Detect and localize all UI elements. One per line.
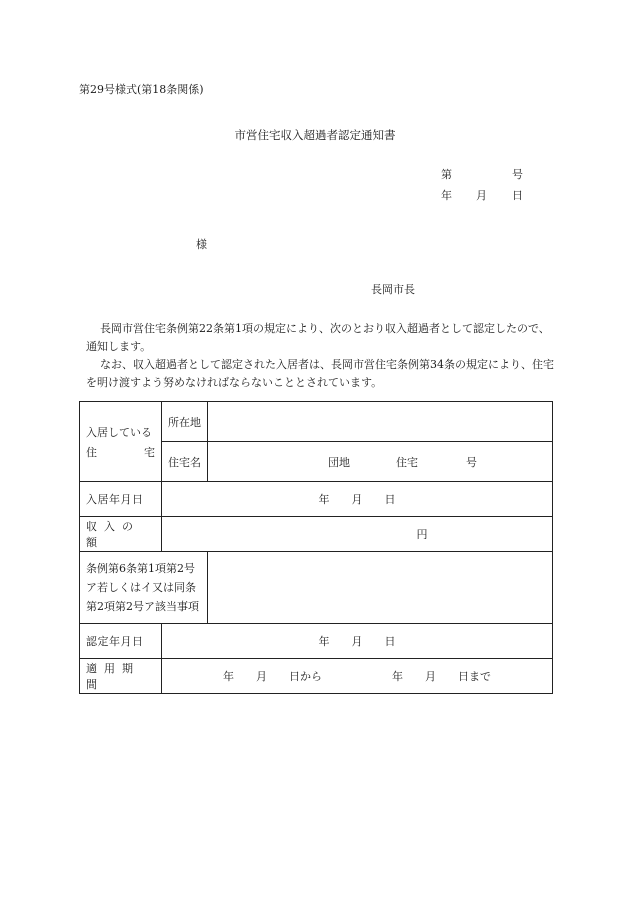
body-paragraph-2: なお、収入超過者として認定された入居者は、長岡市営住宅条例第34条の規定により、住宅を明け渡すよう努めなければならないこととされています。	[86, 358, 554, 389]
info-table	[79, 401, 553, 694]
sender-name: 長岡市長	[371, 283, 415, 296]
clause-value[interactable]	[208, 552, 553, 624]
period-from-month: 月	[256, 670, 267, 683]
date-day: 日	[512, 189, 523, 202]
residence-label-ju: 住	[86, 445, 97, 459]
residence-label-line1: 入居している	[86, 425, 152, 439]
cert-year: 年	[318, 635, 330, 648]
period-to-day: 日まで	[458, 670, 491, 683]
doc-number-go: 号	[512, 168, 523, 181]
move-in-date-value[interactable]	[162, 482, 553, 517]
income-value[interactable]	[162, 517, 553, 552]
recipient-honorific: 様	[196, 238, 207, 251]
table-row	[80, 482, 553, 517]
clause-label-line3: 第2項第2号ア該当事項	[86, 600, 199, 613]
income-label: 収入の額	[80, 517, 162, 552]
housing-name-value[interactable]	[208, 442, 553, 482]
clause-label-line2: ア若しくはイ又は同条	[86, 581, 196, 594]
table-row	[80, 624, 553, 659]
doc-number-dai: 第	[441, 168, 452, 181]
body-paragraph-1: 長岡市営住宅条例第22条第1項の規定により、次のとおり収入超過者として認定したので、通知します。	[86, 322, 550, 353]
period-from-year: 年	[223, 670, 234, 683]
table-row	[80, 402, 553, 442]
clause-label-line1: 条例第6条第1項第2号	[86, 562, 195, 575]
location-label: 所在地	[162, 402, 208, 442]
housing-danchi: 団地	[328, 455, 350, 469]
period-from-day: 日から	[289, 670, 322, 683]
housing-go: 号	[466, 455, 477, 469]
cert-month: 月	[351, 635, 363, 648]
period-label: 適用期間	[80, 659, 162, 694]
income-unit: 円	[416, 528, 428, 541]
date-year: 年	[441, 189, 452, 202]
date-month: 月	[476, 189, 487, 202]
residence-label	[80, 402, 162, 482]
move-in-date-label: 入居年月日	[80, 482, 162, 517]
move-in-year: 年	[318, 493, 330, 506]
certification-date-label: 認定年月日	[80, 624, 162, 659]
location-value[interactable]	[208, 402, 553, 442]
clause-label	[80, 552, 208, 624]
housing-jutaku: 住宅	[396, 455, 418, 469]
document-title: 市営住宅収入超過者認定通知書	[234, 128, 396, 142]
table-row	[80, 659, 553, 694]
period-to-month: 月	[425, 670, 436, 683]
move-in-month: 月	[351, 493, 363, 506]
cert-day: 日	[384, 635, 396, 648]
table-row	[80, 517, 553, 552]
certification-date-value[interactable]	[162, 624, 553, 659]
move-in-day: 日	[384, 493, 396, 506]
residence-label-line2	[86, 444, 155, 460]
residence-label-taku: 宅	[144, 445, 155, 459]
table-row	[80, 552, 553, 624]
period-value[interactable]	[162, 659, 553, 694]
housing-name-label: 住宅名	[162, 442, 208, 482]
period-to-year: 年	[392, 670, 403, 683]
form-number: 第29号様式(第18条関係)	[79, 83, 204, 96]
